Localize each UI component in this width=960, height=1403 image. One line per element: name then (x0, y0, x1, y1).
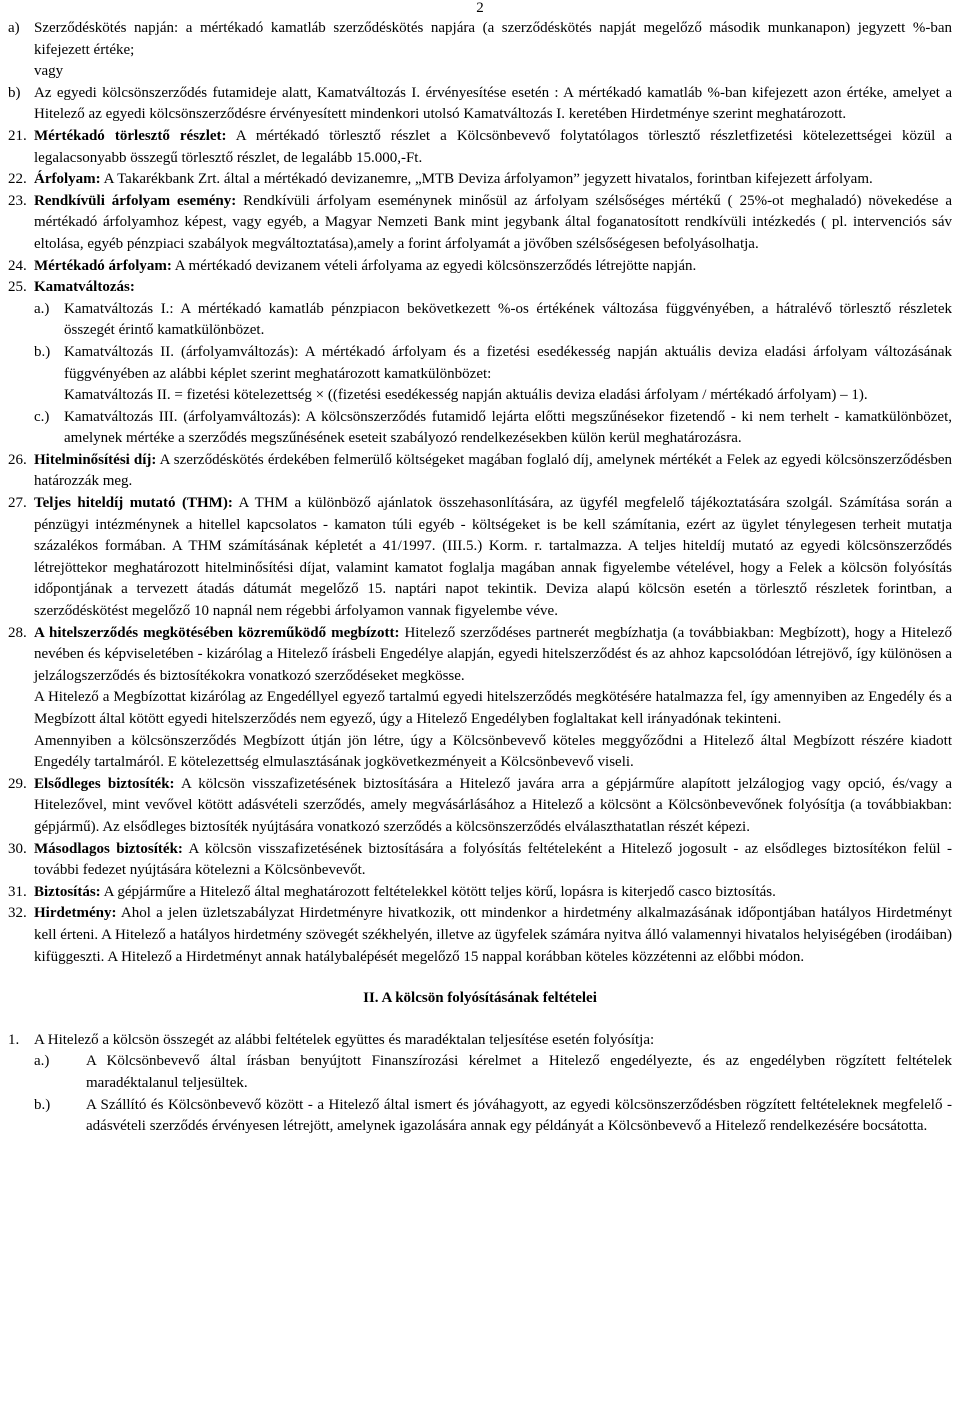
paragraph-25-b (34, 342, 952, 407)
paragraph-title: Hitelminősítési díj: (34, 451, 157, 468)
section-item-number: 1. (8, 1031, 20, 1048)
paragraph-text: Rendkívüli árfolyam eseménynek minősül az árfolyam szélsőséges mértékű ( 25%-ot meghaladó) növekedése a mértékadó árfolyamhoz képest, vagy egyéb, a Magyar Nemzeti Bank mint jegybank által foganatosított rendkívüli intézkedés ( pl. intervenciós sáv eltolása, egyéb pénzpiaci szabályok megváltoztatása),amely a forint árfolyamát a jövőben szélsőségesen befolyásolhatja. (34, 192, 952, 252)
paragraph-title: Biztosítás: (34, 883, 101, 900)
paragraph-text: Ahol a jelen üzletszabályzat Hirdetményre hivatkozik, ott mindenkor a hirdetmény alkalmazásának időpontjában hatályos Hirdetményt kell érteni. A Hitelező a hatályos hirdetmény szövegét székhelyén, illetve az ügyfelek számára nyitva álló valamennyi hivatalos helyiségében (irodáiban) kifüggeszti. A Hitelező a Hirdetményt annak hatálybalépését megelőző 15 nappal korábban köteles közzétenni az előbbi módon. (34, 905, 952, 965)
paragraph-number: 26. (8, 451, 27, 468)
sub-label: b.) (34, 1096, 51, 1113)
paragraph-25-c (34, 407, 952, 450)
paragraph-text: A Takarékbank Zrt. által a mértékadó devizanemre, „MTB Deviza árfolyamon” jegyzett hivatalos, forintban kifejezett árfolyam. (100, 171, 873, 188)
paragraph-title: A hitelszerződés megkötésében közreműködő megbízott: (34, 624, 400, 641)
section-item-1-b (34, 1095, 952, 1138)
paragraph-title: Elsődleges biztosíték: (34, 775, 175, 792)
item-b (8, 83, 952, 126)
item-b-text: Az egyedi kölcsönszerződés futamideje alatt, Kamatváltozás I. érvényesítése esetén : A mértékadó kamatláb %-ban kifejezett azon értéke, amelyet a Hitelező az egyedi kölcsönszerződésre érvényesített mindenkori utolsó Kamatváltozás I. keretében Hirdetménye szerint meghatározott. (34, 84, 952, 123)
paragraph-text: A THM a különböző ajánlatok összehasonlítására, az ügyfél megfelelő tájékoztatására szolgál. Számítása során a pénzügyi intézménynek a hitellel kapcsolatos - kamaton túli egyéb - költségeket is be kell számítania, ezért az ügylet ténylegesen terheit mutatja százalékos formában. A THM számításának képletét a 41/1997. (III.5.) Korm. r. tartalmazza. A teljes hiteldíj mutató az egyedi kölcsönszerződés létrejöttekor meghatározott hitelminősítési díjat, valamint kamatot foglalja magában annak figyelembe vételével, hogy a Felek a kölcsön folyósítás időpontjának a tervezett átadás dátumát megelőző 15. naptári napot tekintik. Deviza alapú kölcsön esetén a törlesztő részletek forintban, a szerződéskötést megelőző 10 napnál nem régebbi árfolyamon vannak figyelembe véve. (34, 495, 953, 620)
paragraph-title: Hirdetmény: (34, 905, 117, 922)
sub-text: A Szállító és Kölcsönbevevő között - a Hitelező által ismert és jóváhagyott, az egyedi kölcsönszerződésben rögzített feltételeknek megfelelő - adásvételi szerződés érvényesen létrejött, amelynek igazolására annak egy példányát a Kölcsönbevevő a Hitelező rendelkezésére bocsátotta. (86, 1096, 952, 1135)
paragraph-28 (8, 623, 952, 774)
sub-label: c.) (34, 408, 50, 425)
paragraph-number: 30. (8, 840, 27, 857)
paragraph-32 (8, 903, 952, 968)
paragraph-31 (8, 882, 952, 904)
paragraph-text: A Hitelező a Megbízottat kizárólag az Engedéllyel egyező tartalmú egyedi hitelszerződés megkötésére hatalmazza fel, így amennyiben az Engedély és a Megbízott által kötött egyedi hitelszerződés nem egyező, úgy a Hitelező Engedélyben foglaltakat kell irányadónak tekinteni. (34, 689, 952, 727)
paragraph-23 (8, 191, 952, 256)
paragraph-number: 27. (8, 495, 27, 512)
sub-label: b.) (34, 343, 51, 360)
paragraph-number: 24. (8, 257, 27, 274)
paragraph-number: 22. (8, 171, 27, 188)
paragraph-25-a (34, 299, 952, 342)
paragraph-title: Mértékadó törlesztő részlet: (34, 127, 227, 144)
sub-label: a.) (34, 1053, 50, 1070)
paragraph-number: 21. (8, 127, 27, 144)
paragraph-number: 28. (8, 624, 27, 641)
paragraph-title: Másodlagos biztosíték: (34, 840, 183, 857)
vagy-text: vagy (34, 63, 64, 80)
paragraph-25 (8, 277, 952, 299)
sub-text: Kamatváltozás II. (árfolyamváltozás): A mértékadó árfolyam és a fizetési esedékesség napján aktuális deviza eladási árfolyam változásának függvényében az alábbi képlet szerint meghatározott kamatkülönbözet: (64, 343, 952, 382)
sub-label: a.) (34, 300, 50, 317)
paragraph-26 (8, 450, 952, 493)
paragraph-text: A gépjárműre a Hitelező által meghatározott feltételekkel kötött teljes körű, lopásra is kiterjedő casco biztosítás. (100, 883, 776, 900)
paragraph-number: 29. (8, 775, 27, 792)
paragraph-text: A mértékadó törlesztő részlet a Kölcsönbevevő folytatólagos törlesztő részletfizetési kötelezettségei közül a legalacsonyabb összegű törlesztő részlet, de legalább 15.000,-Ft. (34, 127, 953, 166)
sub-text: A Kölcsönbevevő által írásban benyújtott Finanszírozási kérelmet a Hitelező engedélyezte, és az engedélyben rögzített feltételek maradéktalanul teljesültek. (86, 1053, 952, 1091)
paragraph-text: A mértékadó devizanem vételi árfolyama az egyedi kölcsönszerződés létrejötte napján. (171, 257, 697, 274)
paragraph-number: 23. (8, 192, 27, 209)
paragraph-30 (8, 839, 952, 882)
paragraph-title: Árfolyam: (34, 171, 101, 188)
paragraph-text: Amennyiben a kölcsönszerződés Megbízott útján jön létre, úgy a Kölcsönbevevő köteles meggyőződni a Hitelező által Megbízott részére kiadott Engedély tartalmáról. E kötelezettség elmulasztásának jogkövetkezményeit a Kölcsönbevevő viseli. (34, 732, 952, 771)
paragraph-21 (8, 126, 952, 169)
page-number: 2 (476, 0, 484, 16)
paragraph-22 (8, 169, 952, 191)
paragraph-24 (8, 256, 952, 278)
sub-text: Kamatváltozás III. (árfolyamváltozás): A kölcsönszerződés futamidő lejárta előtti megszűnésekor fizetendő - ki nem terhelt - kamatkülönbözet, amelynek mértéke a szerződés megszűnésének eseteit szabályozó rendelkezésekben külön kerül meghatározásra. (64, 408, 952, 447)
paragraph-text: A kölcsön visszafizetésének biztosítására a Hitelező javára arra a gépjárműre alapított jelzálogjog vagy opció, és/vagy a Hitelezővel, mint vevővel kötött adásvételi szerződés, amely megvásárlásához a Hitelező a kölcsönt a Kölcsönbevevőnek folyósítja (a továbbiakban: gépjármű). Az elsődleges biztosíték nyújtására vonatkozó szerződés a kölcsönszerződés elválaszthatatlan részét képezi. (34, 775, 952, 835)
item-b-label: b) (8, 84, 21, 101)
paragraph-text: A kölcsön visszafizetésének biztosítására a folyósítás feltételeként a Hitelező jogosult - az elsődleges biztosítékon felül - további fedezet nyújtására kötelezni a Kölcsönbevevőt. (34, 840, 952, 879)
sub-text: Kamatváltozás I.: A mértékadó kamatláb pénzpiacon bekövetkezett %-os értékének változása függvényében, a hátralévő törlesztő részletek összegét érintő kamatkülönbözet. (64, 300, 952, 339)
document-body (8, 18, 952, 1138)
paragraph-29 (8, 774, 952, 839)
paragraph-title: Mértékadó árfolyam: (34, 257, 172, 274)
paragraph-number: 31. (8, 883, 27, 900)
item-a-label: a) (8, 20, 20, 36)
section-title: II. A kölcsön folyósításának feltételei (363, 990, 597, 1007)
paragraph-title: Rendkívüli árfolyam esemény: (34, 192, 237, 209)
paragraph-number: 32. (8, 905, 27, 922)
section-item-1-a (34, 1051, 952, 1094)
paragraph-text: Hitelező szerződéses partnerét megbízhatja (a továbbiakban: Megbízott), hogy a Hitelező nevében és képviseletében - kizárólag a Hitelező írásbeli Engedélye alapján, egyedi hitelszerződést és az ahhoz kapcsolódóan létrejövő, így különösen a jelzálogszerződés és biztosítékokra vonatkozó szerződéseket megkösse. (34, 624, 953, 684)
paragraph-text: A szerződéskötés érdekében felmerülő költségeket magában foglaló díj, amelynek mértékét a Felek az egyedi kölcsönszerződésben határozzák meg. (34, 451, 952, 490)
paragraph-title: Kamatváltozás: (34, 279, 135, 296)
section-item-text: A Hitelező a kölcsön összegét az alábbi feltételek együttes és maradéktalan teljesítése esetén folyósítja: (34, 1031, 655, 1048)
item-a (8, 18, 952, 61)
paragraph-title: Teljes hiteldíj mutató (THM): (34, 495, 233, 512)
section-item-1 (8, 1030, 952, 1052)
formula-text: Kamatváltozás II. = fizetési kötelezettség × ((fizetési esedékesség napján aktuális deviza eladási árfolyam / mértékadó árfolyam) – 1). (64, 387, 868, 404)
item-a-text: Szerződéskötés napján: a mértékadó kamatláb szerződéskötés napjára (a szerződéskötés napját megelőző második munkanapon) jegyzett %-ban kifejezett értéke; (34, 20, 952, 58)
paragraph-27 (8, 493, 952, 623)
paragraph-number: 25. (8, 279, 27, 296)
